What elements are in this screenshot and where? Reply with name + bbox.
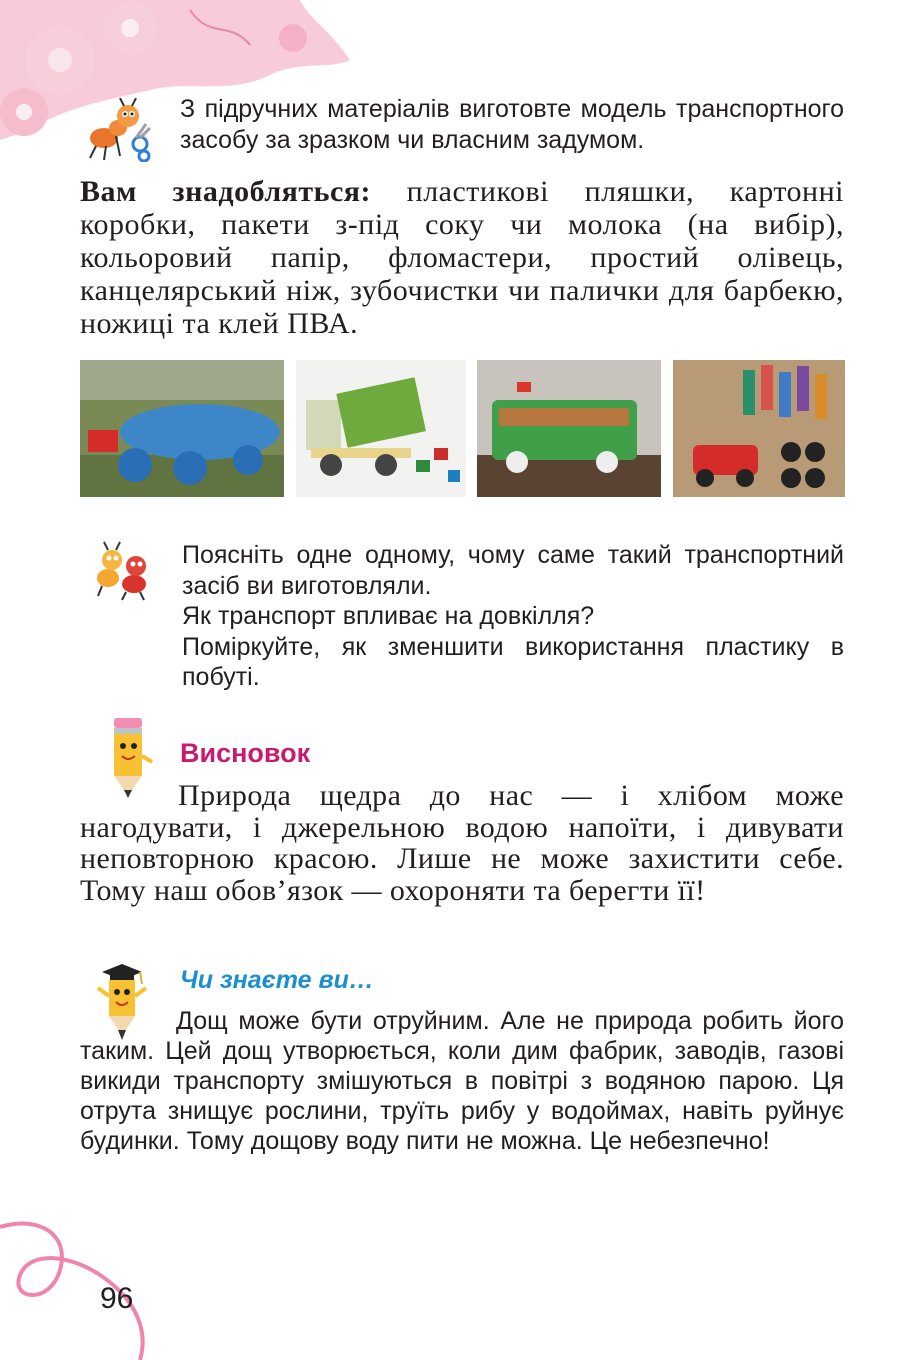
photo-cardboard-cars <box>673 360 845 497</box>
photo-bus <box>477 360 661 497</box>
did-you-know-block <box>80 1006 844 1156</box>
discussion-line: Як транспорт впливає на довкілля? <box>182 602 595 630</box>
photo-bottle-car <box>80 360 284 497</box>
discussion-line: Поміркуйте, як зменшити використання пластику в побуті. <box>182 632 844 691</box>
page-number: 96 <box>100 1282 134 1315</box>
did-you-know-title: Чи знаєте ви… <box>180 966 374 994</box>
ant-scissors-icon <box>84 98 154 162</box>
materials-list: пластикові пляшки, картонні коробки, пакети з-під соку чи молока (на вибір), кольоровий папір, фломастери, простий олівець, канцелярський ніж, зубочистки чи палички для барбекю, ножиці та клей ПВА. <box>80 175 844 340</box>
two-ants-icon <box>90 540 156 602</box>
task-text: З підручних матеріалів виготовте модель транспортного засобу за зразком чи власним задумом. <box>180 95 844 154</box>
materials-paragraph <box>80 175 844 340</box>
conclusion-text-block <box>80 780 844 906</box>
discussion-line: Поясніть одне одному, чому саме такий транспортний засіб ви виготовляли. <box>182 541 844 600</box>
photo-truck <box>296 360 466 497</box>
conclusion-text: Природа щедра до нас — і хлібом може нагодувати, і джерельною водою напоїти, і дивувати неповторною красою. Лише не може захистити себе. Тому наш обов’язок — охороняти та берегти її! <box>80 779 844 907</box>
discussion-block <box>182 540 844 693</box>
did-you-know-text: Дощ може бути отруйним. Але не природа робить його таким. Цей дощ утворюється, коли дим фабрик, заводів, газові викиди транспорту змішуються в повітрі з водяною парою. Ця отрута знищує рослини, труїть рибу у водоймах, навіть руйнує будинки. Тому дощову воду пити не можна. Це небезпечно! <box>80 1007 844 1155</box>
swirl-decoration <box>0 1215 190 1360</box>
materials-label: Вам знадобляться: <box>80 175 372 208</box>
conclusion-title: Висновок <box>180 738 311 768</box>
